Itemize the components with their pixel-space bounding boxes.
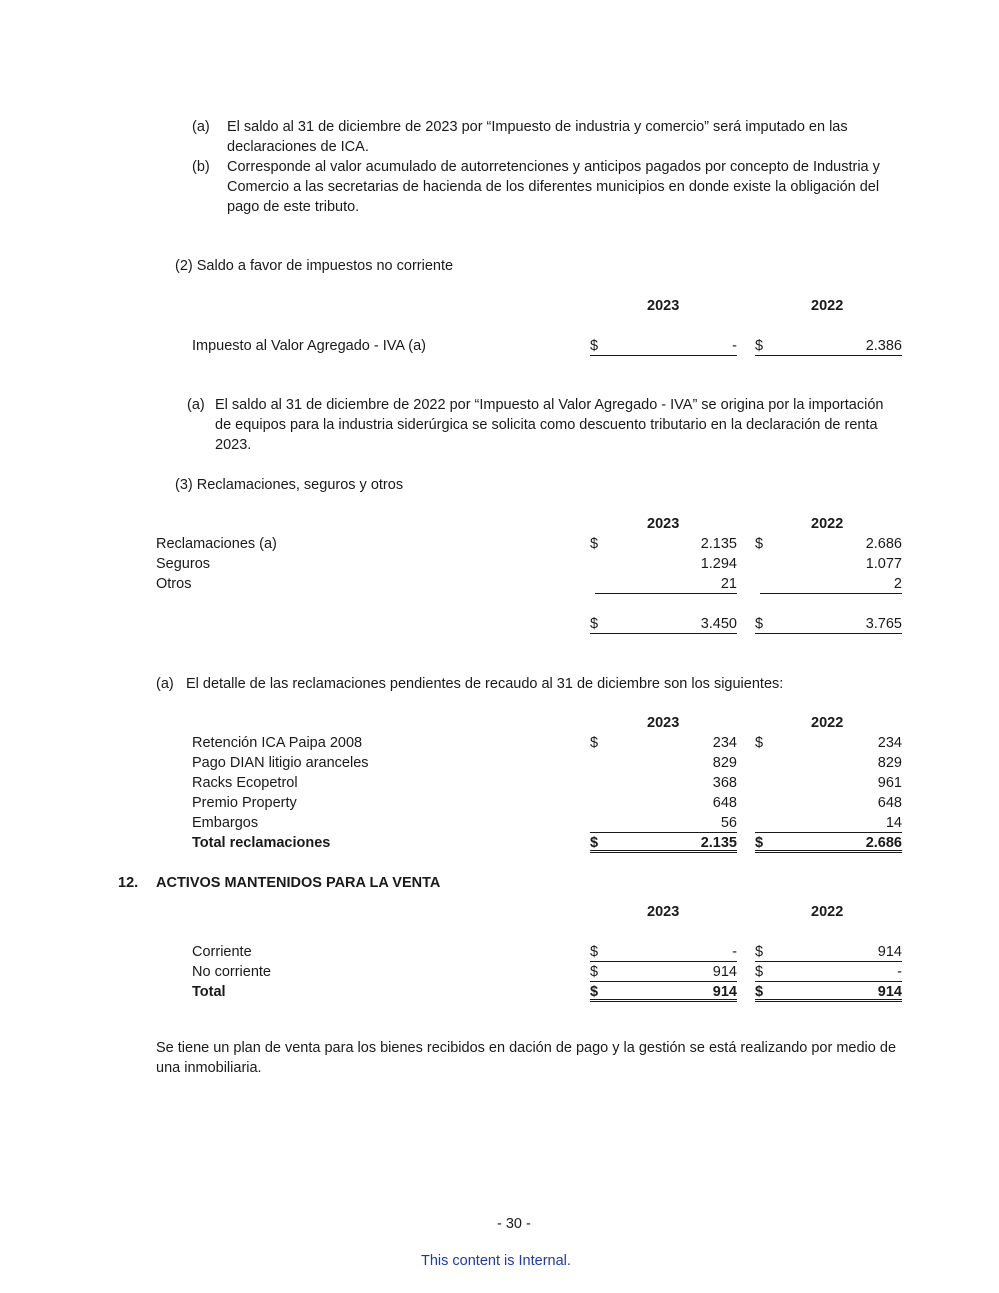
section-title: ACTIVOS MANTENIDOS PARA LA VENTA: [156, 875, 441, 891]
subtotal-line: [590, 832, 737, 833]
table-row-label: Corriente: [192, 944, 252, 960]
total-double-underline: [590, 850, 737, 853]
year-header-2023: 2023: [647, 516, 680, 532]
currency-symbol: $: [755, 964, 764, 980]
claims-note-text: El detalle de las reclamaciones pendientes de recaudo al 31 de diciembre son los siguientes:: [186, 676, 784, 692]
table-row-label: Reclamaciones (a): [156, 536, 277, 552]
currency-symbol: $: [755, 944, 764, 960]
year-header-2022: 2022: [811, 298, 844, 314]
year-header-2022: 2022: [811, 904, 844, 920]
section-3-title: (3) Reclamaciones, seguros y otros: [175, 477, 404, 493]
table-cell-2022: 914: [877, 944, 902, 960]
total-2022: 2.686: [865, 835, 902, 851]
table-cell-2022: -: [897, 964, 902, 980]
section-12-paragraph-line2: una inmobiliaria.: [156, 1060, 262, 1076]
table-row-label: No corriente: [192, 964, 271, 980]
currency-symbol: $: [755, 735, 764, 751]
year-header-2023: 2023: [647, 298, 680, 314]
table-cell-2023: 368: [712, 775, 737, 791]
table-cell-2022: 14: [885, 815, 902, 831]
section-number: 12.: [118, 875, 139, 891]
underline: [755, 355, 902, 356]
note-b-line1: Corresponde al valor acumulado de autorretenciones y anticipos pagados por concepto de Industria y: [227, 159, 880, 175]
table-row-label: Retención ICA Paipa 2008: [192, 735, 363, 751]
table-cell-2023: 914: [712, 964, 737, 980]
table-cell-2022: 2.686: [865, 536, 902, 552]
section-12-paragraph-line1: Se tiene un plan de venta para los bienes recibidos en dación de pago y la gestión se está realizando por medio de: [156, 1040, 897, 1056]
currency-symbol: $: [755, 835, 764, 851]
table-cell-2022: 829: [877, 755, 902, 771]
table-cell-2023: 2.135: [700, 536, 737, 552]
table-cell-2023: 21: [720, 576, 737, 592]
year-header-2023: 2023: [647, 904, 680, 920]
total-2023: 914: [712, 984, 737, 1000]
currency-symbol: $: [755, 536, 764, 552]
iva-row-label: Impuesto al Valor Agregado - IVA (a): [192, 338, 427, 354]
classification-label: This content is Internal.: [421, 1253, 571, 1269]
year-header-2022: 2022: [811, 516, 844, 532]
underline: [590, 355, 737, 356]
currency-symbol: $: [755, 984, 764, 1000]
iva-note-line1: El saldo al 31 de diciembre de 2022 por “Impuesto al Valor Agregado - IVA” se origina por la importación: [215, 397, 884, 413]
total-double-underline: [590, 999, 737, 1002]
table-cell-2023: 234: [712, 735, 737, 751]
total-label: Total reclamaciones: [192, 835, 331, 851]
note-a-line1: El saldo al 31 de diciembre de 2023 por “Impuesto de industria y comercio” será imputado en las: [227, 119, 848, 135]
table-row-label: Premio Property: [192, 795, 297, 811]
currency-symbol: $: [590, 338, 599, 354]
iva-note-line2: de equipos para la industria siderúrgica se solicita como descuento tributario en la declaración de renta: [215, 417, 878, 433]
table-row-label: Otros: [156, 576, 192, 592]
total-2023: 3.450: [700, 616, 737, 632]
page-number: - 30 -: [497, 1216, 531, 1232]
underline: [590, 981, 737, 982]
currency-symbol: $: [590, 616, 599, 632]
total-2022: 914: [877, 984, 902, 1000]
subtotal-line: [595, 593, 737, 594]
table-row-label: Pago DIAN litigio aranceles: [192, 755, 369, 771]
note-b-label: (b): [192, 159, 210, 175]
currency-symbol: $: [590, 835, 599, 851]
claims-note-label: (a): [156, 676, 174, 692]
table-cell-2022: 961: [877, 775, 902, 791]
total-underline: [590, 633, 737, 634]
total-double-underline: [755, 850, 902, 853]
currency-symbol: $: [590, 984, 599, 1000]
iva-note-line3: 2023.: [215, 437, 252, 453]
year-header-2023: 2023: [647, 715, 680, 731]
table-cell-2022: 648: [877, 795, 902, 811]
note-a-line2: declaraciones de ICA.: [227, 139, 369, 155]
currency-symbol: $: [755, 616, 764, 632]
currency-symbol: $: [590, 735, 599, 751]
table-row-label: Racks Ecopetrol: [192, 775, 298, 791]
table-row-label: Embargos: [192, 815, 259, 831]
table-cell-2022: 1.077: [865, 556, 902, 572]
table-row-label: Seguros: [156, 556, 211, 572]
table-cell-2023: 648: [712, 795, 737, 811]
currency-symbol: $: [590, 536, 599, 552]
table-cell-2023: -: [732, 944, 737, 960]
total-underline: [755, 633, 902, 634]
iva-value-2022: 2.386: [865, 338, 902, 354]
table-cell-2023: 829: [712, 755, 737, 771]
year-header-2022: 2022: [811, 715, 844, 731]
iva-value-2023: -: [732, 338, 737, 354]
section-2-title: (2) Saldo a favor de impuestos no corriente: [175, 258, 454, 274]
currency-symbol: $: [590, 964, 599, 980]
subtotal-line: [755, 832, 902, 833]
note-b-line2: Comercio a las secretarias de hacienda de los diferentes municipios en donde existe la obligación del: [227, 179, 880, 195]
table-cell-2022: 234: [877, 735, 902, 751]
underline: [755, 981, 902, 982]
iva-note-label: (a): [187, 397, 205, 413]
total-label: Total: [192, 984, 226, 1000]
note-b-line3: pago de este tributo.: [227, 199, 360, 215]
note-a-label: (a): [192, 119, 210, 135]
currency-symbol: $: [590, 944, 599, 960]
underline: [590, 961, 737, 962]
table-cell-2023: 1.294: [700, 556, 737, 572]
total-double-underline: [755, 999, 902, 1002]
table-cell-2023: 56: [720, 815, 737, 831]
total-2022: 3.765: [865, 616, 902, 632]
subtotal-line: [760, 593, 902, 594]
currency-symbol: $: [755, 338, 764, 354]
table-cell-2022: 2: [893, 576, 902, 592]
total-2023: 2.135: [700, 835, 737, 851]
underline: [755, 961, 902, 962]
